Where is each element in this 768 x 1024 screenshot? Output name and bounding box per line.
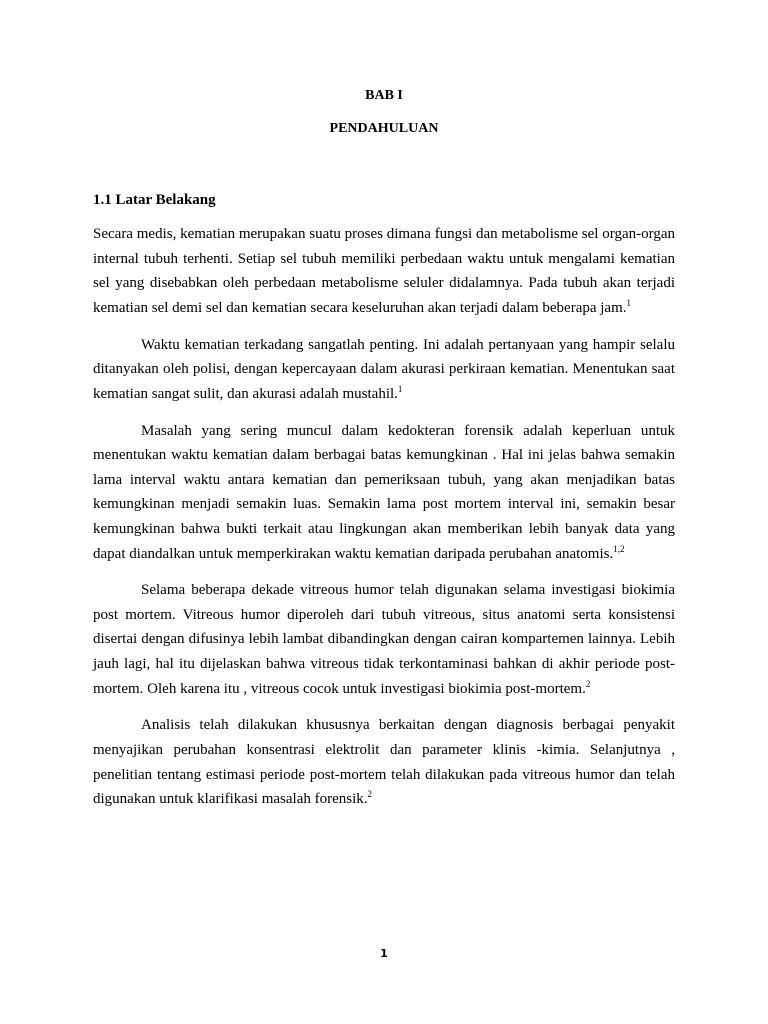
paragraph: [93, 419, 675, 567]
page-number: 1: [380, 947, 388, 960]
chapter-title: PENDAHULUAN: [329, 121, 439, 136]
paragraph: [93, 333, 675, 407]
citation-ref: 1: [397, 383, 403, 394]
citation-ref: 1,2: [613, 543, 625, 554]
paragraph: [93, 713, 675, 811]
paragraph-text: Selama beberapa dekade vitreous humor telah digunakan selama investigasi biokimia post mortem. Vitreous humor diperoleh dari tubuh vitreous, situs anatomi serta konsistensi disertai dengan difusinya lebih lambat dibandingkan dengan cairan kompartemen lainnya. Lebih jauh lagi, hal itu dijelaskan bahwa vitreous tidak terkontaminasi bahkan di akhir periode post-mortem. Oleh karena itu , vitreous cocok untuk investigasi biokimia post-mortem.: [93, 582, 675, 697]
citation-ref: 2: [367, 789, 373, 800]
paragraph-text: Masalah yang sering muncul dalam kedokteran forensik adalah keperluan untuk menentukan waktu kematian dalam berbagai batas kemungkinan . Hal ini jelas bahwa semakin lama interval waktu antara kematian dan pemeriksaan tubuh, yang akan menjadikan batas kemungkinan menjadi semakin luas. Semakin lama post mortem interval ini, semakin besar kemungkinan bahwa bukti terkait atau lingkungan akan memberikan lebih banyak data yang dapat diandalkan untuk memperkirakan waktu kematian daripada perubahan anatomis.: [93, 422, 675, 562]
paragraph: [93, 222, 675, 320]
citation-ref: 1: [626, 297, 632, 308]
paragraph-text: Secara medis, kematian merupakan suatu proses dimana fungsi dan metabolisme sel organ-organ internal tubuh terhenti. Setiap sel tubuh memiliki perbedaan waktu untuk mengalami kematian sel yang disebabkan oleh perbedaan metabolisme seluler didalamnya. Pada tubuh akan terjadi kematian sel demi sel dan kematian secara keseluruhan akan terjadi dalam beberapa jam.: [93, 226, 675, 316]
section-heading: 1.1 Latar Belakang: [93, 192, 216, 208]
chapter-label: BAB I: [365, 88, 403, 103]
paragraph: [93, 578, 675, 701]
paragraph-text: Waktu kematian terkadang sangatlah penting. Ini adalah pertanyaan yang hampir selalu ditanyakan oleh polisi, dengan kepercayaan dalam akurasi perkiraan kematian. Menentukan saat kematian sangat sulit, dan akurasi adalah mustahil.: [93, 336, 675, 402]
paragraph-text: Analisis telah dilakukan khususnya berkaitan dengan diagnosis berbagai penyakit menyajikan perubahan konsentrasi elektrolit dan parameter klinis -kimia. Selanjutnya , penelitian tentang estimasi periode post-mortem telah dilakukan pada vitreous humor dan telah digunakan untuk klarifikasi masalah forensik.: [93, 717, 675, 808]
citation-ref: 2: [585, 678, 591, 689]
body-text: [93, 222, 675, 824]
